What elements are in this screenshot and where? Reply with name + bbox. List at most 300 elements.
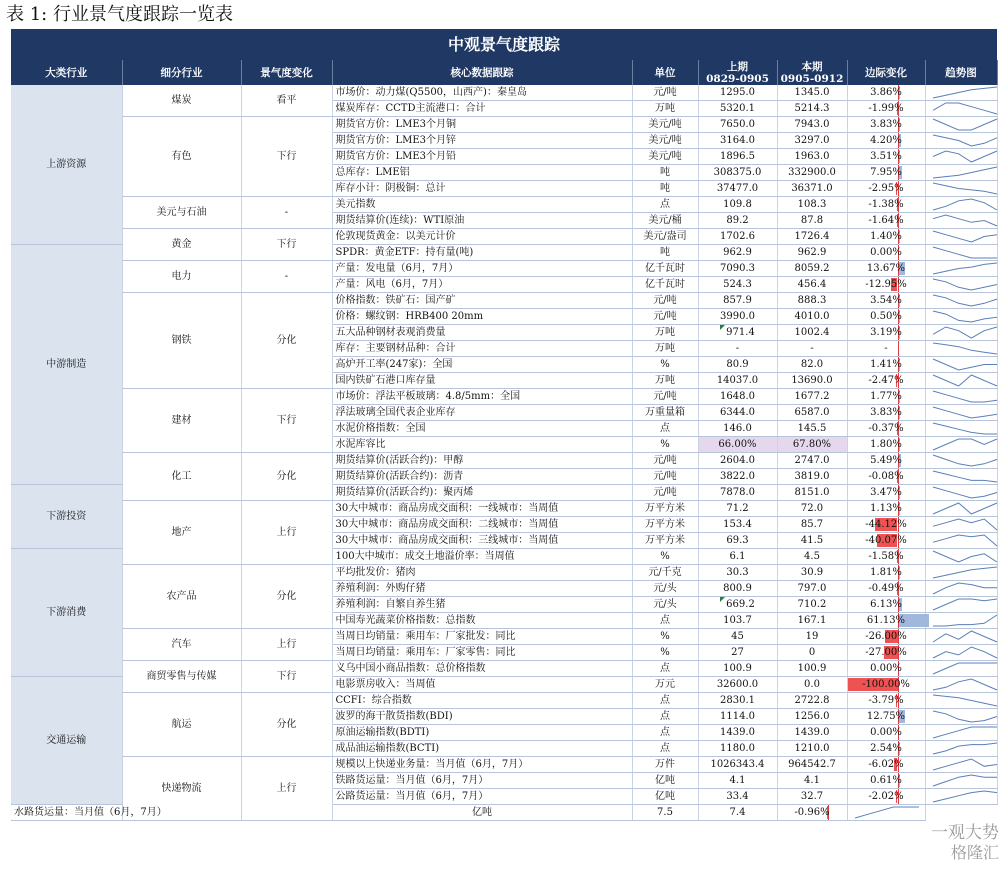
unit-cell: 美元/吨 (632, 149, 698, 165)
curr-value-cell: 30.9 (777, 565, 847, 581)
curr-value-cell: 108.3 (777, 197, 847, 213)
unit-cell: 点 (632, 421, 698, 437)
sparkline-cell (925, 373, 997, 389)
marginal-change-cell (847, 501, 925, 517)
sparkline-path (933, 727, 997, 738)
sub-industry-cell: 航运 (122, 693, 241, 757)
sparkline (929, 197, 1001, 212)
sparkline-path (933, 535, 997, 546)
sparkline (929, 453, 1001, 468)
marginal-change-value: 1.13% (870, 503, 902, 514)
trend-cell: 下行 (241, 661, 332, 693)
marginal-change-cell (847, 213, 925, 229)
header-unit: 单位 (632, 60, 698, 85)
marginal-change-value: 3.47% (870, 487, 902, 498)
watermark (931, 823, 999, 863)
header-category: 大类行业 (11, 60, 122, 85)
sparkline-path (933, 375, 997, 386)
unit-cell: 元/头 (632, 597, 698, 613)
marginal-change-value: -44.12% (865, 519, 907, 530)
marginal-change-cell (847, 581, 925, 597)
sparkline (929, 373, 1001, 388)
curr-value-cell: 1256.0 (777, 709, 847, 725)
indicator-cell: 义乌中国小商品指数：总价格指数 (332, 661, 632, 677)
unit-cell: 亿吨 (332, 805, 632, 821)
marginal-change-cell (847, 533, 925, 549)
sparkline-path (933, 359, 997, 370)
prev-value-cell: 1702.6 (698, 229, 777, 245)
prev-value-cell: 3822.0 (698, 469, 777, 485)
unit-cell: 万件 (632, 757, 698, 773)
prev-value-cell: 1180.0 (698, 741, 777, 757)
marginal-change-cell (847, 725, 925, 741)
marginal-change-cell (847, 181, 925, 197)
sparkline-path (933, 295, 997, 306)
marginal-change-value: 6.13% (870, 599, 902, 610)
prev-value-cell: 7090.3 (698, 261, 777, 277)
marginal-change-value: -0.96% (794, 807, 830, 818)
unit-cell: 元/吨 (632, 309, 698, 325)
prev-value-cell: 69.3 (698, 533, 777, 549)
indicator-cell: 五大品种钢材表观消费量 (332, 325, 632, 341)
marginal-change-value: - (884, 343, 888, 354)
indicator-cell: 水泥价格指数：全国 (332, 421, 632, 437)
sparkline (929, 357, 1001, 372)
prev-value-cell (698, 597, 777, 613)
indicator-cell: 平均批发价：猪肉 (332, 565, 632, 581)
unit-cell: 万吨 (632, 341, 698, 357)
sparkline (929, 469, 1001, 484)
trend-cell: 上行 (241, 757, 332, 821)
marginal-change-cell (847, 629, 925, 645)
trend-cell: - (241, 197, 332, 229)
curr-value-cell: 67.80% (777, 437, 847, 453)
curr-value-cell: 0 (777, 645, 847, 661)
sparkline-path (933, 647, 997, 658)
sparkline-path (933, 743, 997, 754)
curr-value-cell: 145.5 (777, 421, 847, 437)
prev-value-cell: 2604.0 (698, 453, 777, 469)
sparkline (929, 437, 1001, 452)
unit-cell: 亿千瓦时 (632, 261, 698, 277)
marginal-change-value: -12.95% (865, 279, 907, 290)
marginal-change-value: -3.79% (868, 695, 904, 706)
indicator-cell: 当周日均销量：乘用车：厂家零售：同比 (332, 645, 632, 661)
unit-cell: 点 (632, 661, 698, 677)
marginal-change-value: 4.20% (870, 135, 902, 146)
sparkline-cell (925, 245, 997, 261)
marginal-change-cell (847, 357, 925, 373)
sparkline (929, 181, 1001, 196)
marginal-change-value: 7.95% (870, 167, 902, 178)
sparkline (929, 101, 1001, 116)
trend-cell: 分化 (241, 293, 332, 389)
sparkline-path (933, 407, 997, 418)
sparkline (929, 693, 1001, 708)
sparkline (929, 725, 1001, 740)
sparkline (929, 757, 1001, 772)
curr-value-cell: 3819.0 (777, 469, 847, 485)
indicator-cell: 伦敦现货黄金：以美元计价 (332, 229, 632, 245)
marginal-change-value: 3.83% (870, 407, 902, 418)
curr-value-cell: 7.4 (698, 805, 777, 821)
sparkline-path (933, 119, 997, 130)
curr-value-cell: 167.1 (777, 613, 847, 629)
prev-value-cell: 7650.0 (698, 117, 777, 133)
indicator-cell: 原油运输指数(BDTI) (332, 725, 632, 741)
sparkline-cell (925, 773, 997, 789)
curr-value-cell: 797.0 (777, 581, 847, 597)
indicator-cell: 国内铁矿石港口库存量 (332, 373, 632, 389)
table-row (11, 693, 997, 709)
marginal-change-cell (847, 661, 925, 677)
marginal-change-cell (847, 133, 925, 149)
sparkline-cell (925, 533, 997, 549)
sparkline-cell (925, 389, 997, 405)
sparkline-path (933, 455, 997, 466)
prev-value-cell: 146.0 (698, 421, 777, 437)
sparkline (929, 533, 1001, 548)
sparkline (929, 277, 1001, 292)
category-cell: 下游投资 (11, 485, 122, 549)
unit-cell: 万吨 (632, 101, 698, 117)
indicator-cell: 水泥库容比 (332, 437, 632, 453)
sparkline (929, 341, 1001, 356)
sparkline (929, 677, 1001, 692)
sparkline-cell (925, 197, 997, 213)
prev-value-cell: 32600.0 (698, 677, 777, 693)
unit-cell: 亿千瓦时 (632, 277, 698, 293)
sparkline-cell (925, 133, 997, 149)
sub-industry-cell: 化工 (122, 453, 241, 501)
sparkline-path (933, 503, 997, 514)
sparkline-path (933, 279, 997, 290)
sparkline-path (933, 791, 997, 802)
indicator-cell: 总库存：LME铝 (332, 165, 632, 181)
marginal-change-cell (847, 693, 925, 709)
sparkline-cell (925, 581, 997, 597)
unit-cell: 元/千克 (632, 565, 698, 581)
curr-value-cell: 888.3 (777, 293, 847, 309)
marginal-change-cell (847, 277, 925, 293)
sparkline (929, 709, 1001, 724)
prev-value-cell: 1648.0 (698, 389, 777, 405)
sparkline-cell (925, 725, 997, 741)
sparkline-path (933, 199, 997, 210)
unit-cell: 元/吨 (632, 485, 698, 501)
trend-cell: 下行 (241, 117, 332, 197)
sparkline-path (933, 711, 997, 722)
sparkline (929, 389, 1001, 404)
sparkline-path (933, 695, 997, 706)
marginal-change-cell (847, 741, 925, 757)
header-prev-range: 0829-0905 (706, 72, 769, 85)
sparkline-cell (925, 437, 997, 453)
prev-value-cell: 37477.0 (698, 181, 777, 197)
marginal-change-cell (847, 517, 925, 533)
indicator-cell: 公路货运量：当月值（6月，7月） (332, 789, 632, 805)
sparkline-path (933, 327, 997, 338)
sparkline (929, 485, 1001, 500)
unit-cell: 吨 (632, 245, 698, 261)
prev-value-cell: 308375.0 (698, 165, 777, 181)
sparkline-path (933, 423, 997, 434)
unit-cell: 元/吨 (632, 453, 698, 469)
unit-cell: 点 (632, 709, 698, 725)
sparkline-cell (925, 85, 997, 101)
prev-value-cell: 7878.0 (698, 485, 777, 501)
header-sub-industry: 细分行业 (122, 60, 241, 85)
marginal-change-cell (847, 389, 925, 405)
prev-value-cell: 89.2 (698, 213, 777, 229)
marginal-change-cell (847, 421, 925, 437)
header-indicator: 核心数据跟踪 (332, 60, 632, 85)
table-row (11, 85, 997, 101)
trend-cell: 上行 (241, 629, 332, 661)
unit-cell: 美元/盎司 (632, 229, 698, 245)
sparkline (929, 149, 1001, 164)
table-row (11, 293, 997, 309)
sparkline (929, 117, 1001, 132)
indicator-cell: 水路货运量：当月值（6月，7月） (11, 805, 122, 821)
prev-value: 971.4 (726, 327, 755, 338)
marginal-change-cell (847, 709, 925, 725)
unit-cell: 美元/吨 (632, 117, 698, 133)
indicator-cell: 期货结算价(活跃合约)：聚丙烯 (332, 485, 632, 501)
unit-cell: 万元 (632, 677, 698, 693)
marginal-change-cell (847, 261, 925, 277)
marginal-change-cell (847, 197, 925, 213)
marginal-change-cell (847, 325, 925, 341)
indicator-cell: 库存小计：阴极铜：总计 (332, 181, 632, 197)
sub-industry-cell: 农产品 (122, 565, 241, 629)
curr-value-cell: 4010.0 (777, 309, 847, 325)
sparkline-cell (925, 357, 997, 373)
indicator-cell: 期货结算价(活跃合约)：沥青 (332, 469, 632, 485)
unit-cell: 万重量箱 (632, 405, 698, 421)
indicator-cell: 市场价：动力煤(Q5500，山西产)：秦皇岛 (332, 85, 632, 101)
sparkline-cell (925, 101, 997, 117)
unit-cell: 万吨 (632, 325, 698, 341)
marginal-change-value: 3.51% (870, 151, 902, 162)
indicator-cell: 价格指数：铁矿石：国产矿 (332, 293, 632, 309)
marginal-change-value: 5.49% (870, 455, 902, 466)
indicator-cell: SPDR：黄金ETF：持有量(吨) (332, 245, 632, 261)
prev-value-cell: 857.9 (698, 293, 777, 309)
category-cell: 上游资源 (11, 85, 122, 245)
marginal-change-value: 1.41% (870, 359, 902, 370)
indicator-cell: 价格：螺纹钢：HRB400 20mm (332, 309, 632, 325)
sparkline (929, 741, 1001, 756)
trend-cell: 分化 (241, 453, 332, 501)
marginal-change-value: -2.47% (868, 375, 904, 386)
curr-value-cell: 4.5 (777, 549, 847, 565)
sparkline-path (933, 583, 997, 594)
zero-axis (898, 341, 899, 356)
indicator-cell: 成品油运输指数(BCTI) (332, 741, 632, 757)
sub-industry-cell: 建材 (122, 389, 241, 453)
curr-value-cell: 964542.7 (777, 757, 847, 773)
marginal-change-cell (847, 373, 925, 389)
marginal-change-cell (847, 341, 925, 357)
prev-value-cell: 2830.1 (698, 693, 777, 709)
industry-tracking-table (11, 60, 998, 821)
sparkline-cell (925, 261, 997, 277)
marginal-change-value: -1.38% (868, 199, 904, 210)
marginal-change-cell (847, 789, 925, 805)
table-caption: 表 1: 行业景气度跟踪一览表 (6, 4, 233, 25)
sparkline (929, 261, 1001, 276)
sub-industry-cell: 美元与石油 (122, 197, 241, 229)
prev-value-cell (698, 325, 777, 341)
prev-value-cell: 27 (698, 645, 777, 661)
curr-value-cell: 41.5 (777, 533, 847, 549)
table-row (11, 453, 997, 469)
sparkline (929, 229, 1001, 244)
watermark-line2: 格隆汇 (950, 843, 999, 862)
sparkline (929, 309, 1001, 324)
prev-value-cell: 30.3 (698, 565, 777, 581)
sparkline-path (933, 615, 997, 626)
table-title: 中观景气度跟踪 (11, 29, 997, 60)
sparkline (929, 245, 1001, 260)
table-row (11, 565, 997, 581)
prev-value-cell: 14037.0 (698, 373, 777, 389)
curr-value-cell: 1677.2 (777, 389, 847, 405)
unit-cell: 点 (632, 741, 698, 757)
sparkline-path (855, 807, 919, 818)
marginal-change-cell (777, 805, 847, 821)
unit-cell: 亿吨 (632, 773, 698, 789)
curr-value-cell: 100.9 (777, 661, 847, 677)
indicator-cell: 30大中城市：商品房成交面积：三线城市：当周值 (332, 533, 632, 549)
curr-value-cell: 5214.3 (777, 101, 847, 117)
unit-cell: 点 (632, 613, 698, 629)
sparkline-path (933, 599, 997, 610)
marginal-change-value: 3.54% (870, 295, 902, 306)
sparkline (929, 213, 1001, 228)
sparkline-cell (925, 149, 997, 165)
sparkline-path (933, 167, 997, 178)
curr-value-cell: 0.0 (777, 677, 847, 693)
sparkline-cell (925, 469, 997, 485)
sparkline-path (933, 215, 997, 226)
sparkline-path (933, 471, 997, 482)
unit-cell: 吨 (632, 181, 698, 197)
sparkline-path (933, 759, 997, 770)
prev-value-cell: 71.2 (698, 501, 777, 517)
sparkline-cell (925, 165, 997, 181)
prev-value-cell: 1896.5 (698, 149, 777, 165)
curr-value-cell: 7943.0 (777, 117, 847, 133)
sparkline (929, 581, 1001, 596)
header-sparkline: 趋势图 (925, 60, 997, 85)
marginal-change-cell (847, 405, 925, 421)
prev-value-cell: 1295.0 (698, 85, 777, 101)
sparkline-cell (925, 421, 997, 437)
sparkline-path (933, 343, 997, 354)
sparkline-path (933, 247, 997, 258)
sparkline-path (933, 87, 997, 98)
sparkline-cell (925, 293, 997, 309)
marginal-change-cell (847, 565, 925, 581)
curr-value-cell: 4.1 (777, 773, 847, 789)
prev-value-cell: 80.9 (698, 357, 777, 373)
header-curr (777, 60, 847, 85)
marginal-change-value: 3.86% (870, 87, 902, 98)
sparkline-cell (925, 629, 997, 645)
trend-cell: 分化 (241, 693, 332, 757)
sparkline-cell (925, 757, 997, 773)
indicator-cell: 期货结算价(活跃合约)：甲醇 (332, 453, 632, 469)
indicator-cell: 市场价：浮法平板玻璃：4.8/5mm：全国 (332, 389, 632, 405)
trend-cell: 分化 (241, 565, 332, 629)
unit-cell: 元/吨 (632, 293, 698, 309)
sparkline-cell (925, 709, 997, 725)
table-row (11, 661, 997, 677)
prev-value-cell: 3990.0 (698, 309, 777, 325)
sparkline (929, 629, 1001, 644)
sparkline-cell (925, 453, 997, 469)
sparkline-cell (925, 325, 997, 341)
marginal-change-value: 0.00% (870, 663, 902, 674)
marginal-change-value: 13.67% (866, 263, 906, 274)
category-cell: 下游消费 (11, 549, 122, 677)
sparkline-path (933, 263, 997, 274)
sparkline-cell (925, 117, 997, 133)
sparkline (929, 421, 1001, 436)
curr-value-cell: 8059.2 (777, 261, 847, 277)
sub-industry-cell: 电力 (122, 261, 241, 293)
indicator-cell: 煤炭库存：CCTD主流港口：合计 (332, 101, 632, 117)
marginal-change-value: 0.00% (870, 247, 902, 258)
indicator-cell: 养殖利润：自繁自养生猪 (332, 597, 632, 613)
unit-cell: 元/吨 (632, 85, 698, 101)
curr-value-cell: 1345.0 (777, 85, 847, 101)
marginal-change-value: -2.95% (868, 183, 904, 194)
sparkline-cell (847, 805, 925, 821)
prev-value-cell: 6.1 (698, 549, 777, 565)
curr-value-cell: - (777, 341, 847, 357)
prev-value-cell: 45 (698, 629, 777, 645)
trend-cell: 看平 (241, 85, 332, 117)
sparkline-cell (925, 645, 997, 661)
prev-value-cell: 153.4 (698, 517, 777, 533)
curr-value-cell: 6587.0 (777, 405, 847, 421)
curr-value-cell: 19 (777, 629, 847, 645)
sparkline-path (933, 679, 997, 690)
curr-value-cell: 13690.0 (777, 373, 847, 389)
sparkline-cell (925, 405, 997, 421)
sub-industry-cell: 有色 (122, 117, 241, 197)
note-marker-icon (720, 597, 725, 602)
sparkline (929, 165, 1001, 180)
sparkline (929, 597, 1001, 612)
indicator-cell: 30大中城市：商品房成交面积：一线城市：当周值 (332, 501, 632, 517)
marginal-change-value: 61.13% (866, 615, 906, 626)
prev-value: 669.2 (726, 599, 755, 610)
sub-industry-cell: 地产 (122, 501, 241, 565)
sparkline-cell (925, 309, 997, 325)
curr-value-cell: 8151.0 (777, 485, 847, 501)
sparkline-cell (925, 213, 997, 229)
sparkline-path (933, 311, 997, 322)
marginal-change-cell (847, 117, 925, 133)
prev-value-cell: 7.5 (632, 805, 698, 821)
unit-cell: 点 (632, 693, 698, 709)
sparkline (851, 805, 923, 820)
indicator-cell: 当周日均销量：乘用车：厂家批发：同比 (332, 629, 632, 645)
